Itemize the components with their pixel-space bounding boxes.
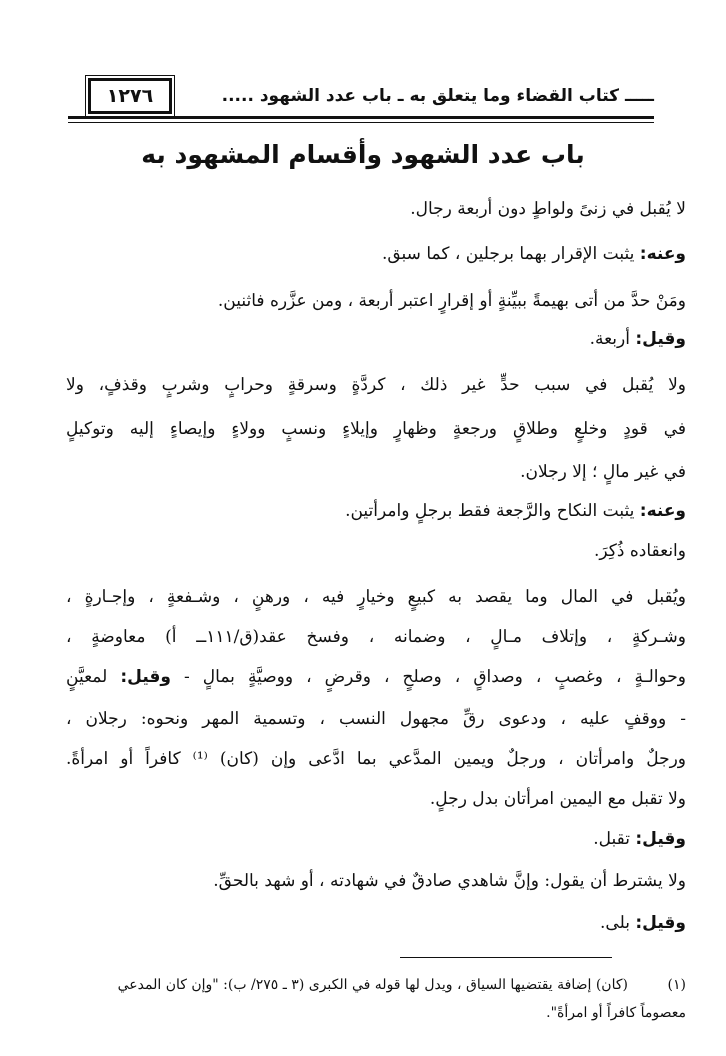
header-rule-thick — [68, 116, 654, 119]
line-text: ومَنْ حدَّ من أتى بهيمةً ببيِّنةٍ أو إقرارٍ اعتبر أربعة ، ومن عزَّره فاثنين. — [217, 291, 686, 311]
line-text: يثبت الإقرار بهما برجلين ، كما سبق. — [381, 244, 640, 264]
text-line — [66, 665, 686, 689]
footnote-line: (كان) إضافة يقتضيها السياق ، ويدل لها قوله في الكبرى (٣ ـ ٢٧٥/ ب): "وإن كان المدعي — [117, 977, 628, 993]
line-keyword: وعنه: — [639, 244, 686, 264]
line-text: أربعة. — [589, 329, 636, 349]
line-text: ورجلٌ وامرأتان ، ورجلٌ ويمين المدَّعي بما ادَّعى وإن (كان) ⁽¹⁾ كافراً أو امرأةً. — [66, 749, 686, 769]
line-keyword: وقيل: — [635, 329, 686, 349]
chapter-title: باب عدد الشهود وأقسام المشهود به — [141, 140, 585, 169]
page-number: ١٢٧٦ — [88, 78, 172, 114]
line-keyword: وقيل: — [120, 667, 171, 687]
line-text: لا يُقبل في زنىً ولواطٍ دون أربعة رجال. — [410, 199, 686, 219]
line-text: وشـركةٍ ، وإتلاف مـالٍ ، وضمانه ، وفسخ عقد(ق/١١١ــ أ) معاوضةٍ ، — [66, 627, 686, 647]
line-text: ولا تقبل مع اليمين امرأتان بدل رجلٍ. — [429, 789, 686, 809]
running-header — [68, 78, 654, 120]
line-keyword: وعنه: — [639, 501, 686, 521]
line-text: في قودٍ وخلعٍ وطلاقٍ ورجعةٍ وظهارٍ وإيلاءٍ ونسبٍ وولاءٍ وإيصاءٍ إليه وتوكيلٍ — [66, 419, 686, 439]
header-rule-thin — [68, 122, 654, 123]
line-text: لمعيَّنٍ — [66, 667, 121, 687]
text-line — [430, 787, 686, 811]
line-text: وانعقاده ذُكِرَ. — [594, 541, 686, 561]
text-line — [593, 827, 686, 851]
text-line — [594, 539, 686, 563]
text-line — [410, 197, 686, 221]
footnote-line: معصوماً كافراً أو امرأةً". — [546, 1005, 686, 1021]
line-text: ولا يشترط أن يقول: وإنَّ شاهدي صادقٌ في شهادته ، أو شهد بالحقِّ. — [213, 871, 686, 891]
footnote-marker: (١) — [667, 977, 686, 993]
text-line — [66, 625, 686, 649]
line-prefix: وحوالـةٍ ، وغصبٍ ، وصداقٍ ، وصلحٍ ، وقرضٍ ، ووصيَّةٍ بمالٍ - — [170, 667, 686, 687]
running-title: ـــــ كتاب القضاء وما يتعلق به ـ باب عدد الشهود ..... — [221, 86, 654, 106]
text-line — [66, 585, 686, 609]
line-text: ويُقبل في المال وما يقصد به كبيعٍ وخيارٍ فيه ، ورهنٍ ، وشـفعةٍ ، وإجـارةٍ ، — [66, 587, 686, 607]
footnote-separator — [400, 957, 612, 958]
text-line — [66, 417, 686, 441]
line-keyword: وقيل: — [635, 913, 686, 933]
text-line — [66, 707, 686, 731]
text-line — [66, 373, 686, 397]
text-line — [213, 869, 686, 893]
line-text: في غير مالٍ ؛ إلا رجلان. — [520, 462, 686, 482]
text-line — [600, 911, 686, 935]
text-line — [590, 327, 686, 351]
text-line — [520, 460, 686, 484]
line-keyword: وقيل: — [635, 829, 686, 849]
line-text: يثبت النكاح والرَّجعة فقط برجلٍ وامرأتين. — [345, 501, 640, 521]
line-text: تقبل. — [593, 829, 636, 849]
text-line — [66, 747, 686, 771]
line-text: ولا يُقبل في سبب حدٍّ غير ذلك ، كردَّةٍ وسرقةٍ وحرابٍ وشربٍ وقذفٍ، ولا — [66, 375, 686, 395]
line-text: بلى. — [600, 913, 636, 933]
line-text: - ووقفٍ عليه ، ودعوى رقِّ مجهول النسب ، وتسمية المهر ونحوه: رجلان ، — [66, 709, 686, 729]
text-line — [218, 289, 686, 313]
text-line — [345, 499, 686, 523]
text-line — [382, 242, 686, 266]
